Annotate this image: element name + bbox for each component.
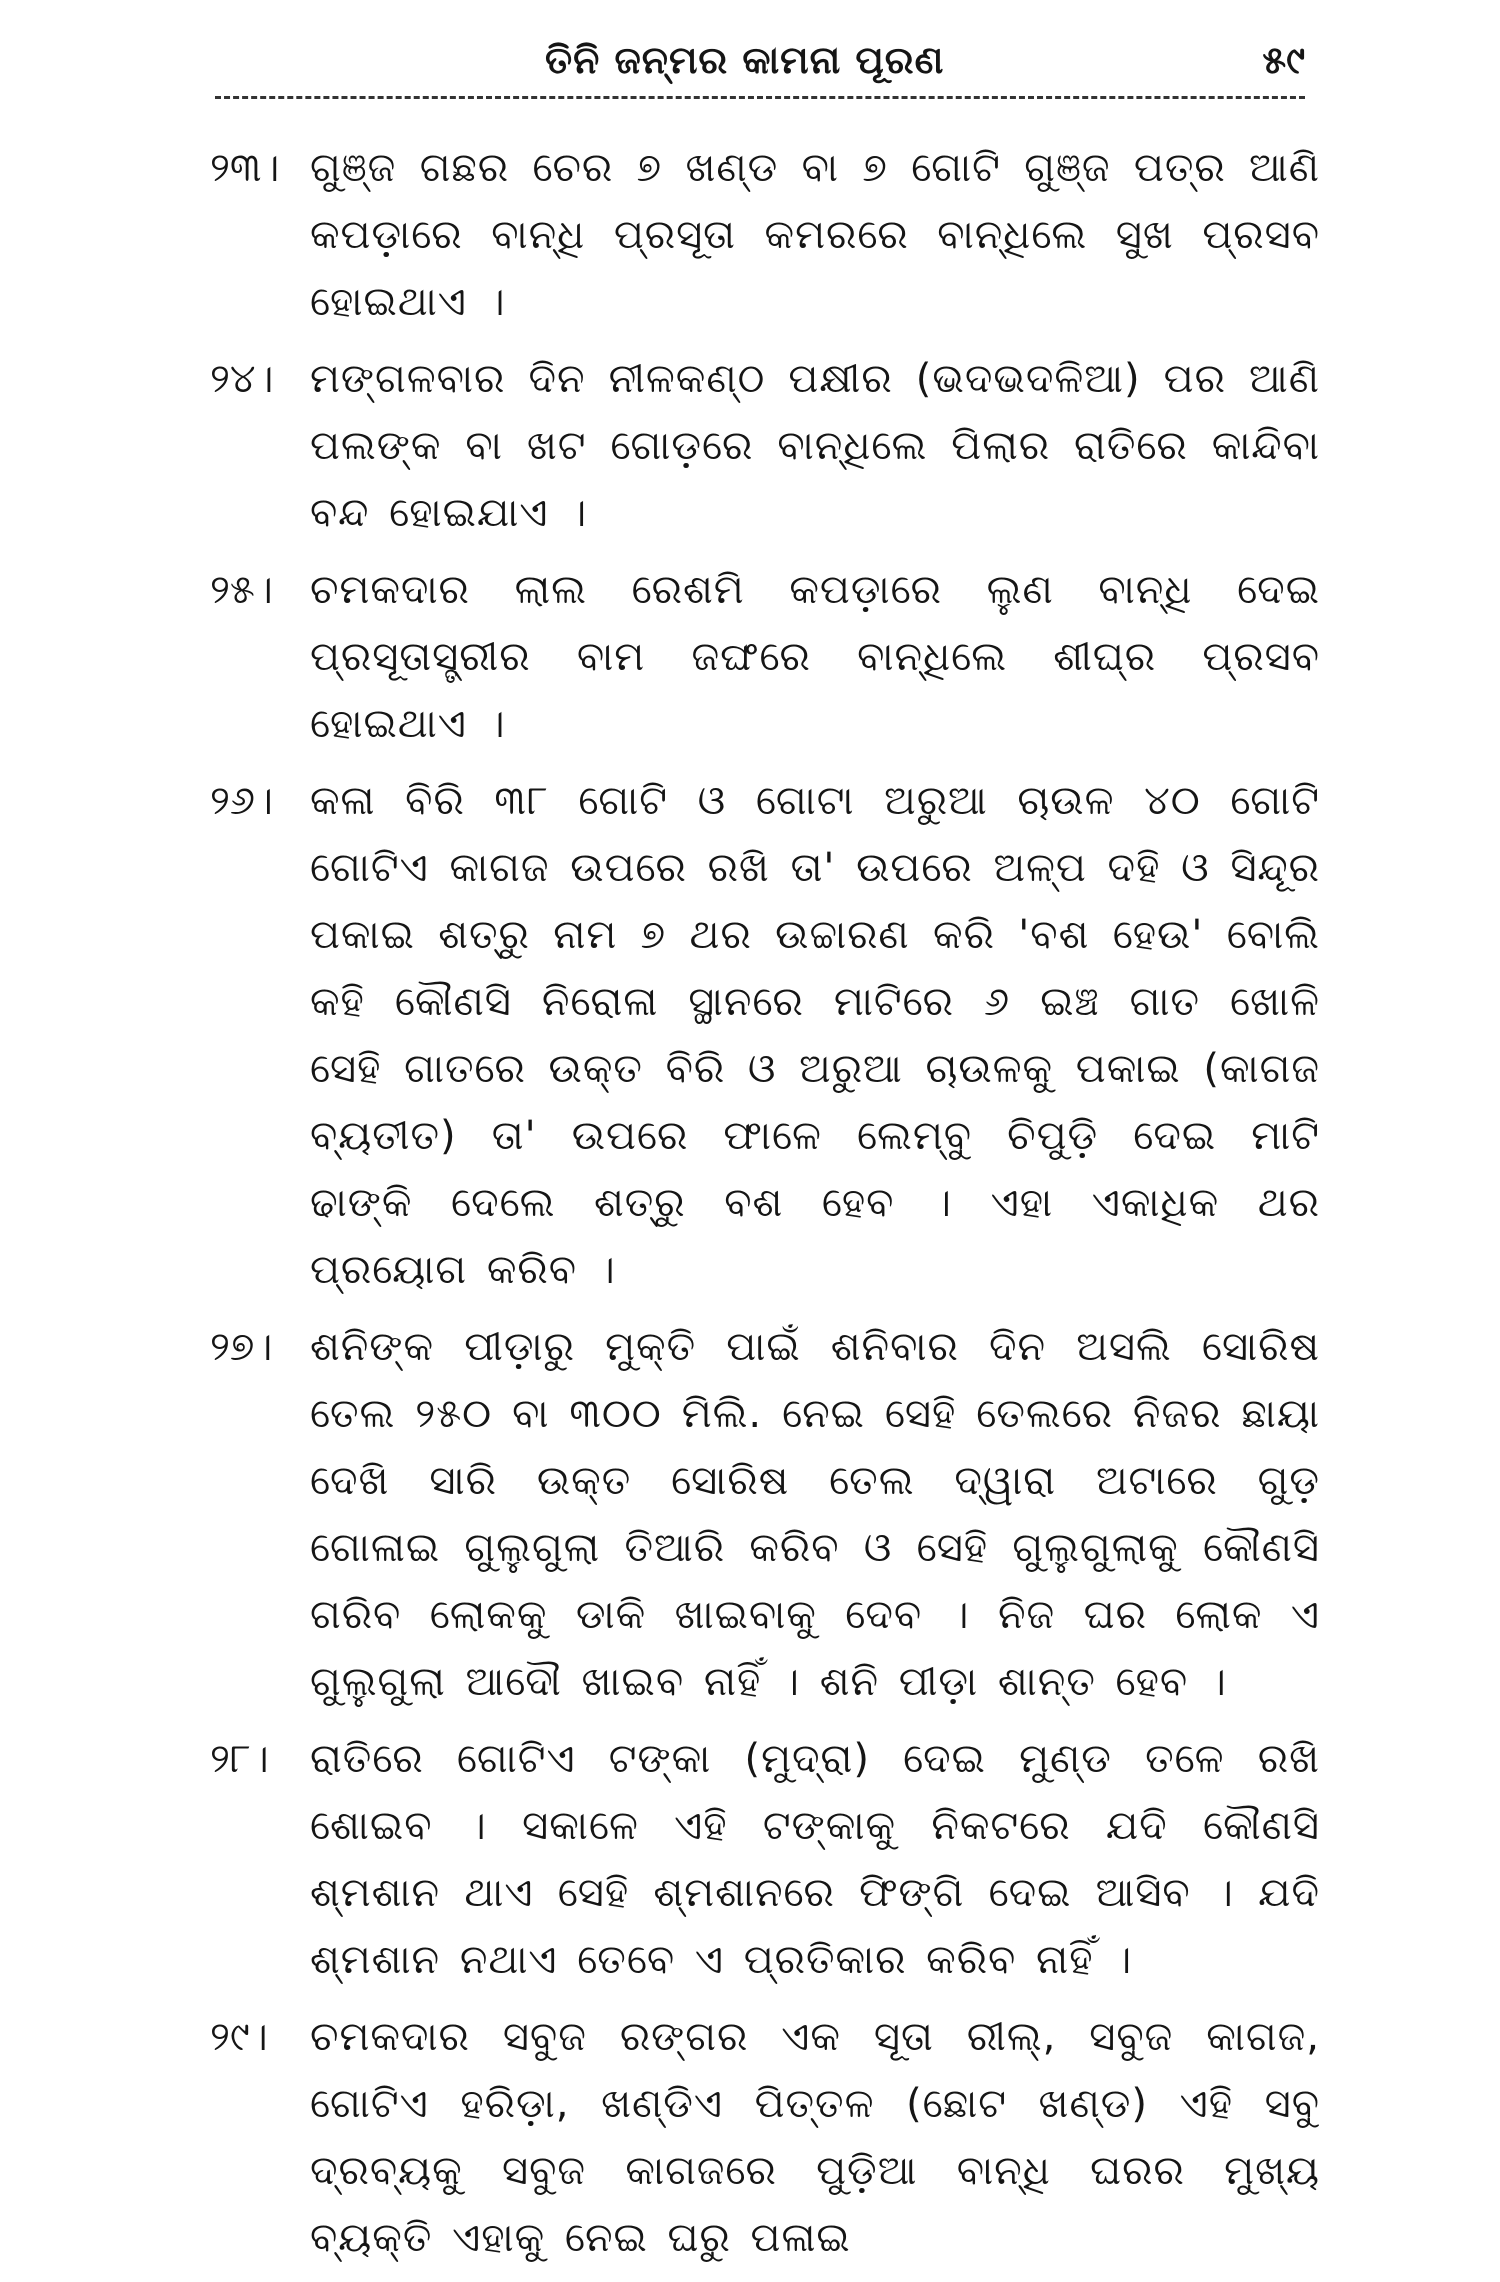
running-title: ତିନି ଜନ୍ମର କାମନା ପୂରଣ	[545, 38, 945, 82]
remedy-entry-28	[210, 1726, 1320, 1994]
page-number: ୫୯	[1262, 38, 1305, 82]
remedy-list	[210, 135, 1320, 2282]
entry-number: ୨୯।	[210, 2014, 268, 2060]
entry-text: ଶନିଙ୍କ ପୀଡ଼ାରୁ ମୁକ୍ତି ପାଇଁ ଶନିବାର ଦିନ ଅସଲି ସୋରିଷ ତେଲ ୨୫୦ ବା ୩୦୦ ମିଲି. ନେଇ ସେହି ତେଲରେ ନିଜର ଛାୟା ଦେଖି ସାରି ଉକ୍ତ ସୋରିଷ ତେଲ ଦ୍ୱାରା ଅଟାରେ ଗୁଡ଼ ଗୋଳାଇ ଗୁଲୁଗୁଲା ତିଆରି କରିବ ଓ ସେହି ଗୁଲୁଗୁଲାକୁ କୌଣସି ଗରିବ ଲୋକକୁ ଡାକି ଖାଇବାକୁ ଦେବ । ନିଜ ଘର ଲୋକ ଏ ଗୁଲୁଗୁଲା ଆଦୌ ଖାଇବ ନାହିଁ । ଶନି ପୀଡ଼ା ଶାନ୍ତ ହେବ ।	[310, 1324, 1320, 1705]
entry-number: ୨୮।	[210, 1736, 269, 1782]
remedy-entry-23	[210, 135, 1320, 336]
entry-number: ୨୩।	[210, 145, 280, 191]
entry-number: ୨୭।	[210, 1324, 273, 1370]
entry-text: କଳା ବିରି ୩୮ ଗୋଟି ଓ ଗୋଟା ଅରୁଆ ଚାଉଳ ୪୦ ଗୋଟି ଗୋଟିଏ କାଗଜ ଉପରେ ରଖି ତା' ଉପରେ ଅଳ୍ପ ଦହି ଓ ସିନ୍ଦୂର ପକାଇ ଶତ୍ରୁ ନାମ ୭ ଥର ଉଚ୍ଚାରଣ କରି 'ବଶ ହେଉ' ବୋଲି କହି କୌଣସି ନିରୋଳା ସ୍ଥାନରେ ମାଟିରେ ୬ ଇଞ୍ଚ ଗାତ ଖୋଳି ସେହି ଗାତରେ ଉକ୍ତ ବିରି ଓ ଅରୁଆ ଚାଉଳକୁ ପକାଇ (କାଗଜ ବ୍ୟତୀତ) ତା' ଉପରେ ଫାଳେ ଲେମ୍ବୁ ଚିପୁଡ଼ି ଦେଇ ମାଟି ଢାଙ୍କି ଦେଲେ ଶତ୍ରୁ ବଶ ହେବ । ଏହା ଏକାଧିକ ଥର ପ୍ରୟୋଗ କରିବ ।	[310, 778, 1320, 1293]
entry-text: ଚମକଦାର ସବୁଜ ରଙ୍ଗର ଏକ ସୂତା ରୀଲ୍, ସବୁଜ କାଗଜ, ଗୋଟିଏ ହରିଡ଼ା, ଖଣ୍ଡିଏ ପିତ୍ତଳ (ଛୋଟ ଖଣ୍ଡ) ଏହି ସବୁ ଦ୍ରବ୍ୟକୁ ସବୁଜ କାଗଜରେ ପୁଡ଼ିଆ ବାନ୍ଧି ଘରର ମୁଖ୍ୟ ବ୍ୟକ୍ତି ଏହାକୁ ନେଇ ଘରୁ ପଳାଇ	[310, 2014, 1320, 2261]
entry-number: ୨୪।	[210, 356, 274, 402]
entry-number: ୨୫।	[210, 567, 273, 613]
remedy-entry-27	[210, 1314, 1320, 1716]
remedy-entry-24	[210, 346, 1320, 547]
remedy-entry-26	[210, 768, 1320, 1304]
header-divider	[215, 96, 1305, 99]
entry-text: ଗୁଞ୍ଜ ଗଛର ଚେର ୭ ଖଣ୍ଡ ବା ୭ ଗୋଟି ଗୁଞ୍ଜ ପତ୍ର ଆଣି କପଡ଼ାରେ ବାନ୍ଧି ପ୍ରସୂତା କମରରେ ବାନ୍ଧିଲେ ସୁଖ ପ୍ରସବ ହୋଇଥାଏ ।	[310, 145, 1320, 325]
running-header	[215, 38, 1305, 98]
entry-text: ରାତିରେ ଗୋଟିଏ ଟଙ୍କା (ମୁଦ୍ରା) ଦେଇ ମୁଣ୍ଡ ତଳେ ରଖି ଶୋଇବ । ସକାଳେ ଏହି ଟଙ୍କାକୁ ନିକଟରେ ଯଦି କୌଣସି ଶ୍ମଶାନ ଥାଏ ସେହି ଶ୍ମଶାନରେ ଫିଙ୍ଗି ଦେଇ ଆସିବ । ଯଦି ଶ୍ମଶାନ ନଥାଏ ତେବେ ଏ ପ୍ରତିକାର କରିବ ନାହିଁ ।	[310, 1736, 1320, 1983]
remedy-entry-29	[210, 2004, 1320, 2272]
remedy-entry-25	[210, 557, 1320, 758]
entry-number: ୨୬।	[210, 778, 274, 824]
entry-text: ଚମକଦାର ଲାଲ ରେଶମି କପଡ଼ାରେ ଲୁଣ ବାନ୍ଧି ଦେଇ ପ୍ରସୂତାସ୍ତ୍ରୀର ବାମ ଜଙ୍ଘରେ ବାନ୍ଧିଲେ ଶୀଘ୍ର ପ୍ରସବ ହୋଇଥାଏ ।	[310, 567, 1320, 747]
entry-text: ମଙ୍ଗଳବାର ଦିନ ନୀଳକଣ୍ଠ ପକ୍ଷୀର (ଭଦଭଦଳିଆ) ପର ଆଣି ପଲଙ୍କ ବା ଖଟ ଗୋଡ଼ରେ ବାନ୍ଧିଲେ ପିଲାର ରାତିରେ କାନ୍ଦିବା ବନ୍ଦ ହୋଇଯାଏ ।	[310, 356, 1320, 536]
